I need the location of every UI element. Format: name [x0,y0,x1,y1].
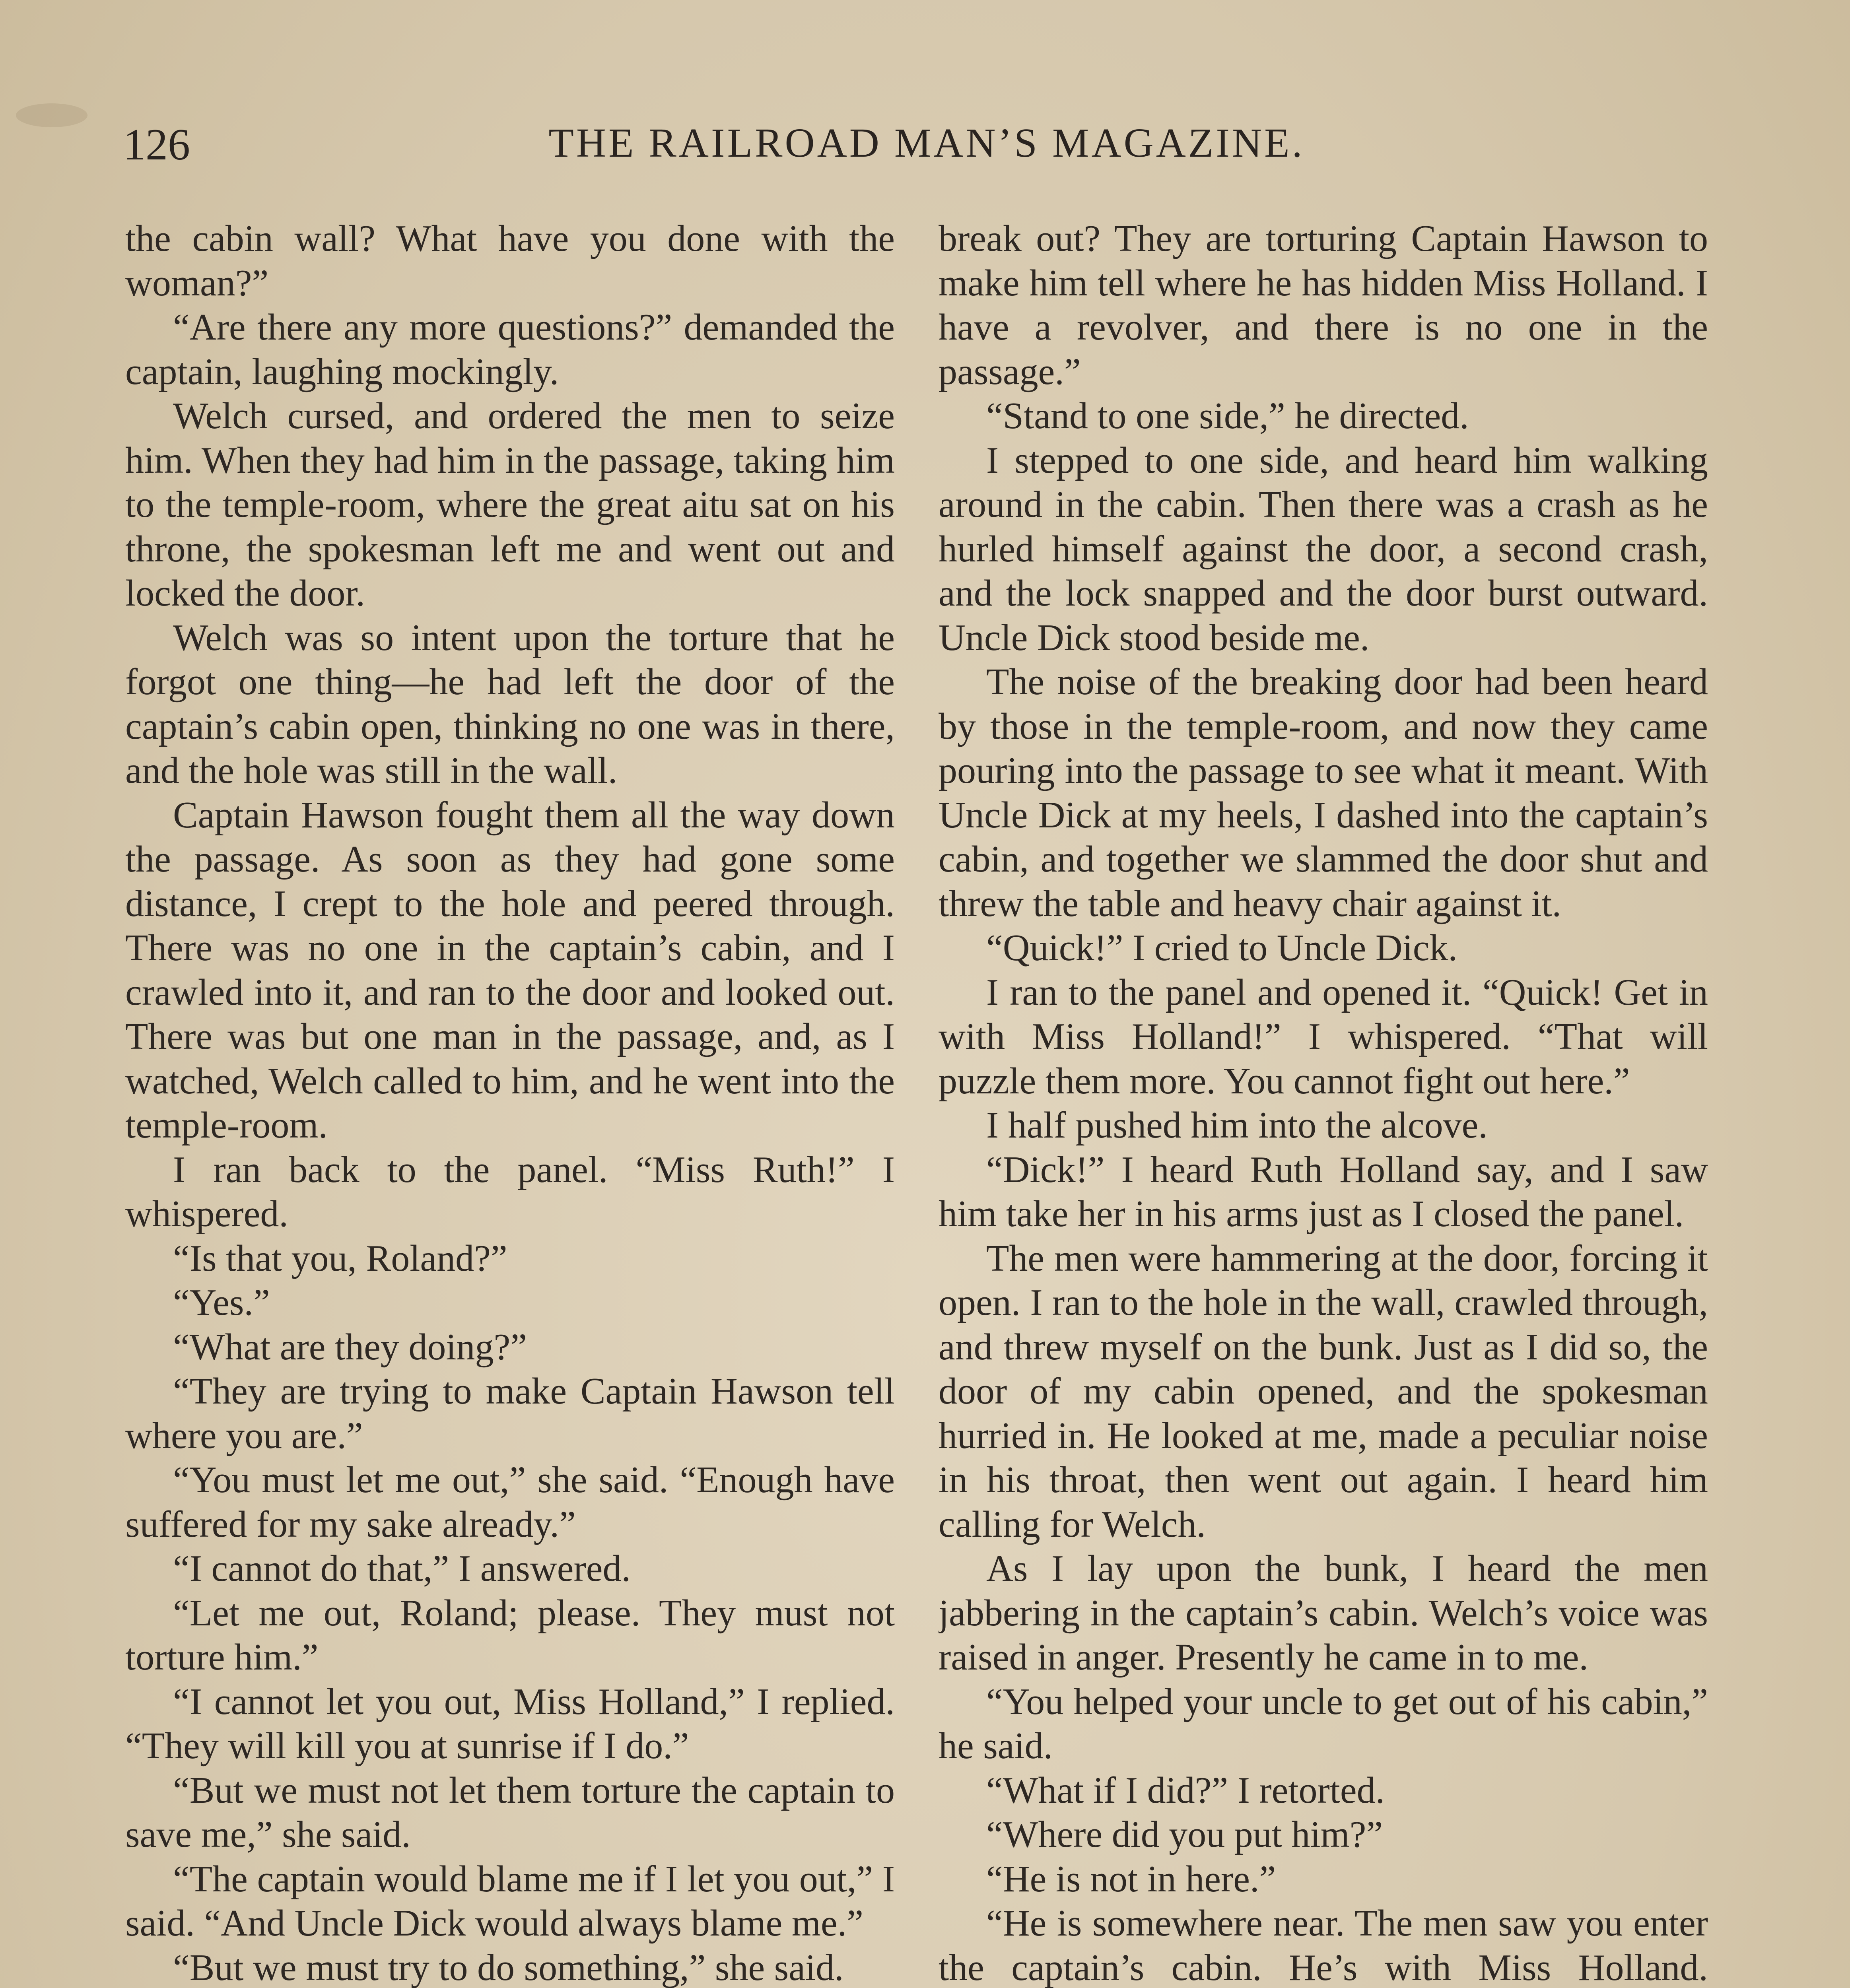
paragraph: “You must let me out,” she said. “Enough have suffered for my sake already.” [125,1459,895,1545]
paragraph: I ran to the panel and opened it. “Quick! Get in with Miss Holland!” I whispered. “That will puzzle them more. You cannot fight out here.” [939,971,1708,1102]
paragraph: Welch was so intent upon the torture that he forgot one thing—he had left the door of the captain’s cabin open, thinking no one was in there, and the hole was still in the wall. [125,617,895,791]
paragraph: Welch cursed, and ordered the men to seize him. When they had him in the passage, taking him to the temple-room, where the great aitu sat on his throne, the spokesman left me and went out and locked the door. [125,395,895,614]
right-column [939,217,1708,1988]
paragraph: “But we must not let them torture the captain to save me,” she said. [125,1769,895,1855]
paragraph: “Are there any more questions?” demanded the captain, laughing mockingly. [125,307,895,392]
paragraph: “I cannot let you out, Miss Holland,” I replied. “They will kill you at sunrise if I do.” [125,1681,895,1767]
paragraph: “Stand to one side,” he directed. [986,395,1469,437]
paragraph: I stepped to one side, and heard him walking around in the cabin. Then there was a crash as he hurled himself against the door, a second crash, and the lock snapped and the door burst outward. Uncle Dick stood beside me. [939,439,1708,658]
paragraph: The men were hammering at the door, forcing it open. I ran to the hole in the wall, crawled through, and threw myself on the bunk. Just as I did so, the door of my cabin opened, and the spokesman hurried in. He looked at me, made a peculiar noise in his throat, then went out again. I heard him calling for Welch. [939,1237,1708,1545]
paragraph: “What are they doing?” [173,1326,527,1368]
paragraph: “Is that you, Roland?” [173,1237,507,1279]
paragraph: “Where did you put him?” [986,1814,1383,1855]
paragraph: “Yes.” [173,1282,270,1323]
paragraph: “But we must try to do something,” she said. [173,1947,844,1988]
paragraph: “Dick!” I heard Ruth Holland say, and I saw him take her in his arms just as I closed the panel. [939,1149,1708,1235]
paragraph: Captain Hawson fought them all the way down the passage. As soon as they had gone some distance, I crept to the hole and peered through. There was no one in the captain’s cabin, and I crawled into it, and ran to the door and looked out. There was but one man in the passage, and, as I watched, Welch called to him, and he went into the temple-room. [125,794,895,1146]
paragraph: “He is not in here.” [986,1858,1276,1900]
paragraph: I ran back to the panel. “Miss Ruth!” I whispered. [125,1149,895,1235]
left-column [125,217,895,1988]
paragraph: The noise of the breaking door had been heard by those in the temple-room, and now they came pouring into the passage to see what it meant. With Uncle Dick at my heels, I dashed into the captain’s cabin, and together we slammed the door shut and threw the table and heavy chair against it. [939,661,1708,924]
page-header [123,119,1730,183]
paragraph: As I lay upon the bunk, I heard the men jabbering in the captain’s cabin. Welch’s voice was raised in anger. Presently he came in to me. [939,1548,1708,1678]
paragraph: break out? They are torturing Captain Hawson to make him tell where he has hidden Miss Holland. I have a revolver, and there is no one in the passage.” [939,218,1708,392]
paragraph: “They are trying to make Captain Hawson tell where you are.” [125,1371,895,1456]
paragraph: “Let me out, Roland; please. They must not torture him.” [125,1592,895,1678]
paragraph: “I cannot do that,” I answered. [173,1548,631,1589]
paragraph: “The captain would blame me if I let you out,” I said. “And Uncle Dick would always blame me.” [125,1858,895,1944]
paper-stain [16,103,87,127]
paragraph: “You helped your uncle to get out of his cabin,” he said. [939,1681,1708,1767]
paragraph: the cabin wall? What have you done with the woman?” [125,218,895,304]
paragraph: “He is somewhere near. The men saw you enter the captain’s cabin. He’s with Miss Holland. [939,1903,1708,1988]
running-title: THE RAILROAD MAN’S MAGAZINE. [548,120,1305,166]
page-number: 126 [123,120,190,169]
paragraph: I half pushed him into the alcove. [986,1105,1488,1146]
paragraph: “Quick!” I cried to Uncle Dick. [986,927,1457,969]
paragraph: “What if I did?” I retorted. [986,1769,1385,1811]
